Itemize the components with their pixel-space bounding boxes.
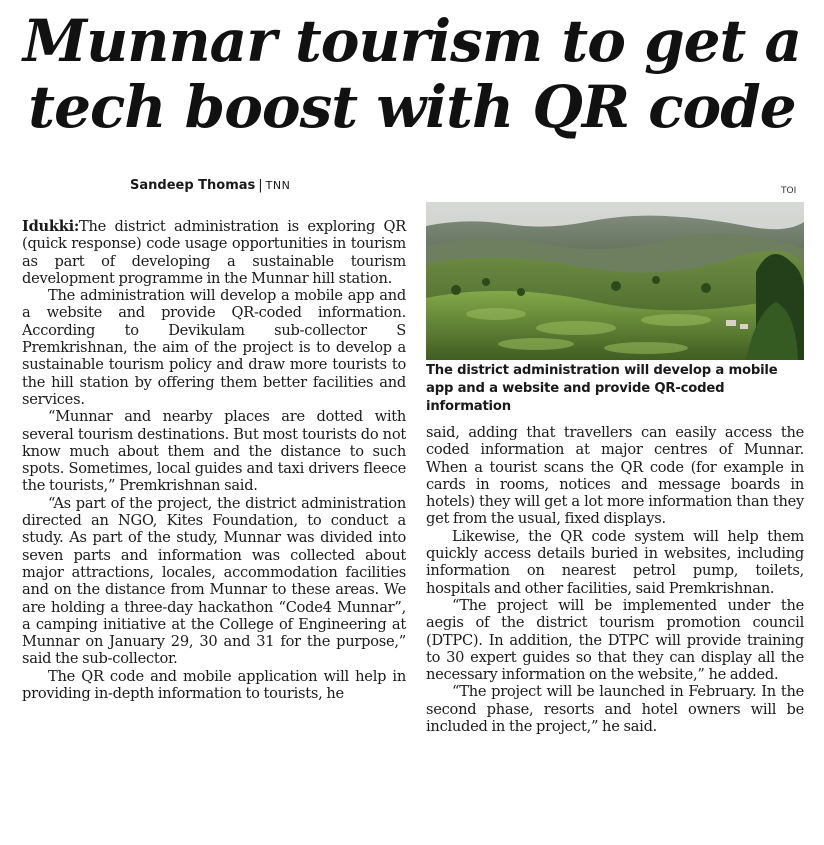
body-paragraph: The administration will develop a mobile app and a website and provide QR-coded information. According to Devikulam sub-collector S Premkrishnan, the aim of the project is to develop a sustainable tourism policy and draw more tourists to the hill station by offering them better facilities and services. bbox=[22, 287, 406, 408]
byline bbox=[130, 178, 290, 193]
photo-credit: TOI bbox=[781, 186, 797, 196]
photo-caption: The district administration will develop a mobile app and a website and provide QR-coded information bbox=[426, 363, 778, 414]
body-paragraph: The QR code and mobile application will help in providing in-depth information to tourists, he bbox=[22, 667, 406, 703]
body-paragraph: “The project will be launched in February. In the second phase, resorts and hotel owners will be included in the project,” he said. bbox=[426, 683, 804, 736]
article-column-1 bbox=[22, 218, 406, 702]
dateline: Idukki: bbox=[22, 218, 80, 235]
lead-text: The district administration is exploring QR (quick response) code usage opportunities in tourism as part of developing a sustainable tourism development programme in the Munnar hill station. bbox=[22, 218, 406, 287]
tea-plantation-photo bbox=[426, 202, 804, 360]
article-column-2 bbox=[426, 424, 804, 735]
body-paragraph: Likewise, the QR code system will help them quickly access details buried in websites, including information on nearest petrol pump, toilets, hospitals and other facilities, said Premkrishnan. bbox=[426, 527, 804, 597]
headline bbox=[0, 8, 824, 140]
headline-line-2: tech boost with QR code bbox=[28, 73, 796, 141]
landscape-illustration bbox=[426, 202, 804, 360]
body-paragraph: “Munnar and nearby places are dotted with several tourism destinations. But most tourists do not know much about them and the distance to such spots. Sometimes, local guides and taxi drivers fleece the tourists,” Premkrishnan said. bbox=[22, 408, 406, 495]
continuation-paragraph: said, adding that travellers can easily access the coded information at major centres of Munnar. When a tourist scans the QR code (for example in cards in rooms, notices and message boards in hotels) they will get a lot more information than they get from the usual, fixed displays. bbox=[426, 424, 804, 528]
body-paragraph: “The project will be implemented under the aegis of the district tourism promotion council (DTPC). In addition, the DTPC will provide training to 30 expert guides so that they can display all the necessary information on the website,” he added. bbox=[426, 596, 804, 684]
author-name: Sandeep Thomas bbox=[130, 178, 256, 193]
byline-separator: | bbox=[258, 178, 263, 193]
lead-paragraph bbox=[22, 218, 406, 287]
body-paragraph: “As part of the project, the district administration directed an NGO, Kites Foundation, to conduct a study. As part of the study, Munnar was divided into seven parts and information was collected about major attractions, locales, accommodation facilities and on the distance from Munnar to these areas. We are holding a three-day hackathon “Code4 Munnar”, a camping initiative at the College of Engineering at Munnar on January 29, 30 and 31 for the purpose,” said the sub-collector. bbox=[22, 494, 406, 668]
agency-name: TNN bbox=[265, 179, 291, 192]
headline-line-1: Munnar tourism to get a bbox=[22, 7, 802, 75]
